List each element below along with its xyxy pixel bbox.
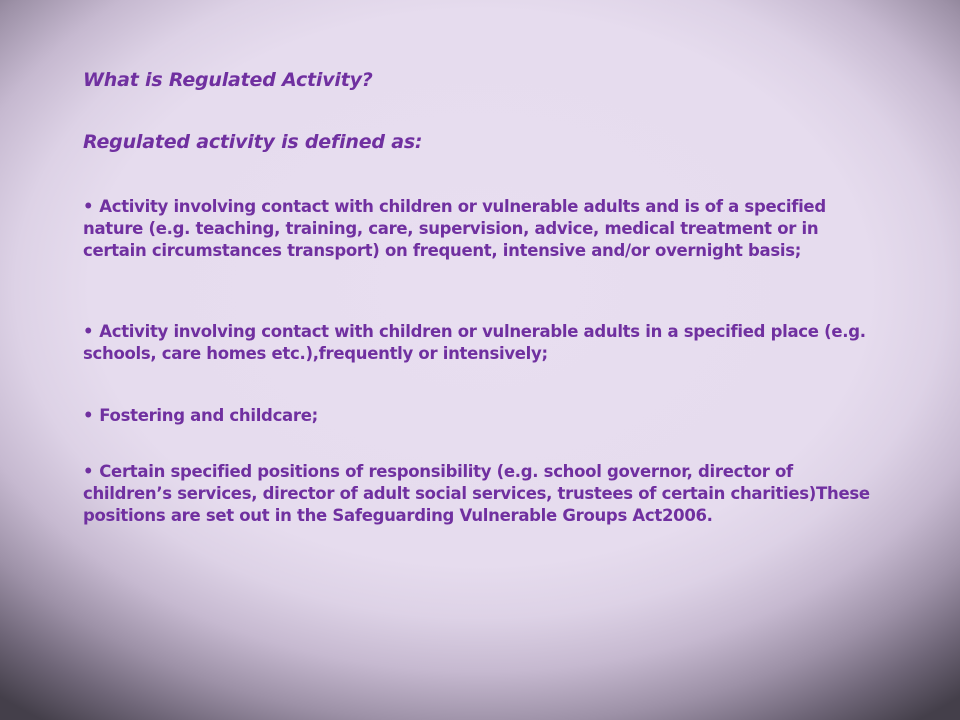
bullet-item-3 bbox=[83, 405, 873, 427]
bullet-text: Activity involving contact with children or vulnerable adults in a specified place (e.g. schools, care homes etc.),frequently or intensively; bbox=[83, 322, 866, 363]
bullet-dot-icon: • bbox=[83, 462, 94, 481]
bullet-dot-icon: • bbox=[83, 197, 94, 216]
bullet-text: Fostering and childcare; bbox=[99, 406, 318, 425]
bullet-dot-icon: • bbox=[83, 406, 94, 425]
bullet-text: Activity involving contact with children or vulnerable adults and is of a specified nature (e.g. teaching, training, care, supervision, advice, medical treatment or in certain circumstances transport) on frequent, intensive and/or overnight basis; bbox=[83, 197, 826, 260]
slide-title: What is Regulated Activity? bbox=[83, 69, 373, 91]
bullet-item-4 bbox=[83, 461, 873, 527]
bullet-item-2 bbox=[83, 321, 873, 365]
bullet-item-1 bbox=[83, 196, 873, 262]
slide-subtitle: Regulated activity is defined as: bbox=[83, 131, 423, 153]
bullet-text: Certain specified positions of responsibility (e.g. school governor, director of children’s services, director of adult social services, trustees of certain charities)These positions are set out in the Safeguarding Vulnerable Groups Act2006. bbox=[83, 462, 870, 525]
bullet-dot-icon: • bbox=[83, 322, 94, 341]
